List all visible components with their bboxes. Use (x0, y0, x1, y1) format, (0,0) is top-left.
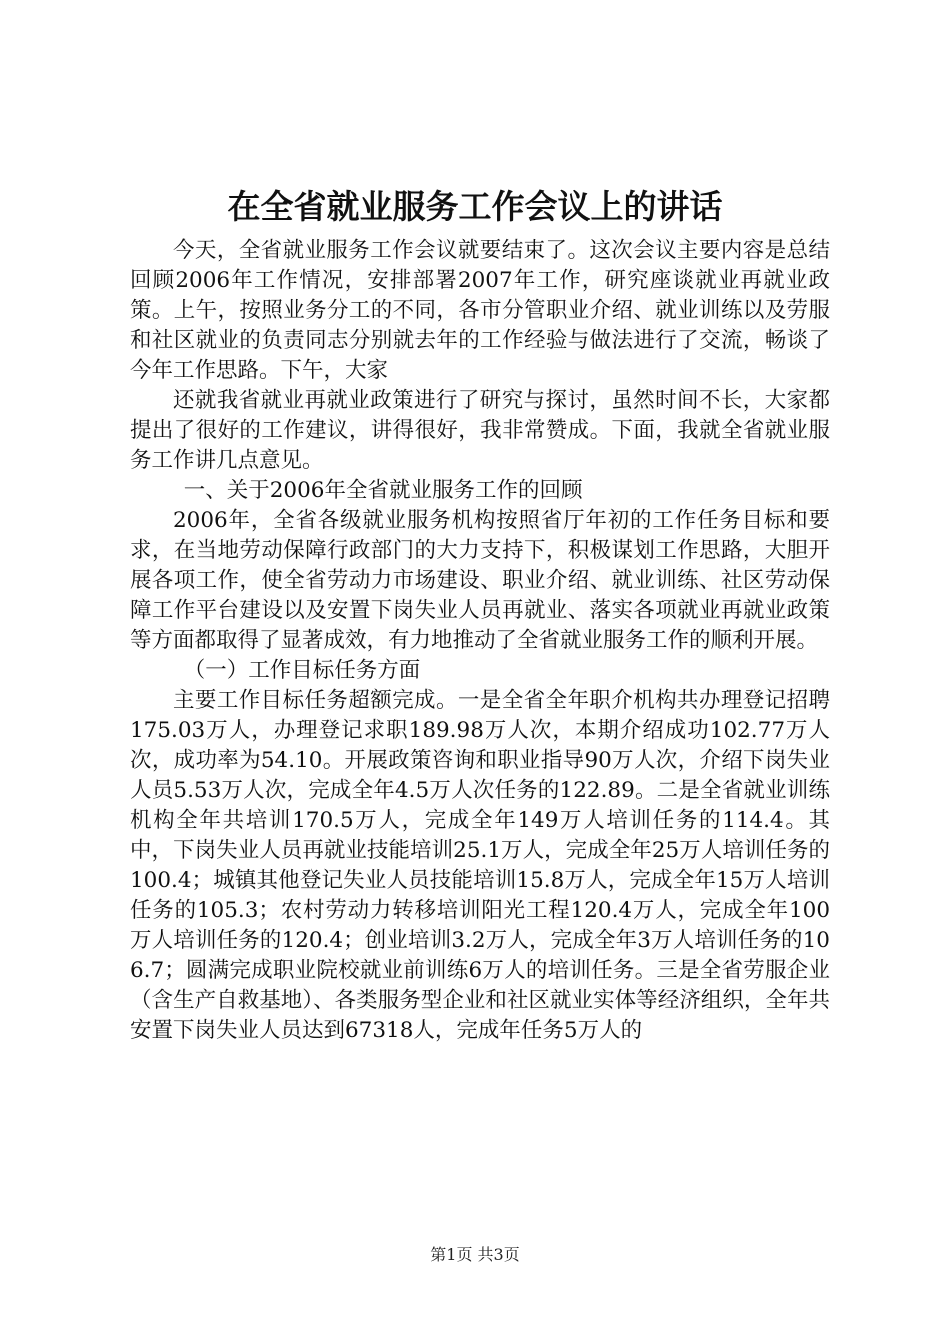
paragraph-continuation: 还就我省就业再就业政策进行了研究与探讨，虽然时间不长，大家都提出了很好的工作建议，讲得很好，我非常赞成。下面，我就全省就业服务工作讲几点意见。 (130, 388, 830, 473)
paragraph-targets: 主要工作目标任务超额完成。一是全省全年职介机构共办理登记招聘175.03万人，办理登记求职189.98万人次，本期介绍成功102.77万人次，成功率为54.10。开展政策咨询和职业指导90万人次，介绍下岗失业人员5.53万人次，完成全年4.5万人次任务的122.89。二是全省就业训练机构全年共培训170.5万人，完成全年149万人培训任务的114.4。其中，下岗失业人员再就业技能培训25.1万人，完成全年25万人培训任务的100.4；城镇其他登记失业人员技能培训15.8万人，完成全年15万人培训任务的105.3；农村劳动力转移培训阳光工程120.4万人，完成全年100万人培训任务的120.4；创业培训3.2万人，完成全年3万人培训任务的106.7；圆满完成职业院校就业前训练6万人的培训任务。三是全省劳服企业（含生产自救基地）、各类服务型企业和社区就业实体等经济组织，全年共安置下岗失业人员达到67318人，完成年任务5万人的 (130, 688, 830, 1043)
page-footer: 第1页 共3页 (430, 1245, 520, 1264)
document-body (130, 236, 830, 1046)
section-heading-1: 一、关于2006年全省就业服务工作的回顾 (183, 478, 583, 503)
subsection-heading-1: （一）工作目标任务方面 (183, 658, 421, 683)
paragraph-review: 2006年，全省各级就业服务机构按照省厅年初的工作任务目标和要求，在当地劳动保障行政部门的大力支持下，积极谋划工作思路，大胆开展各项工作，使全省劳动力市场建设、职业介绍、就业训练、社区劳动保障工作平台建设以及安置下岗失业人员再就业、落实各项就业再就业政策等方面都取得了显著成效，有力地推动了全省就业服务工作的顺利开展。 (130, 508, 830, 653)
document-title: 在全省就业服务工作会议上的讲话 (227, 187, 723, 226)
paragraph-opening: 今天，全省就业服务工作会议就要结束了。这次会议主要内容是总结回顾2006年工作情况，安排部署2007年工作，研究座谈就业再就业政策。上午，按照业务分工的不同，各市分管职业介绍、就业训练以及劳服和社区就业的负责同志分别就去年的工作经验与做法进行了交流，畅谈了今年工作思路。下午，大家 (130, 238, 830, 383)
